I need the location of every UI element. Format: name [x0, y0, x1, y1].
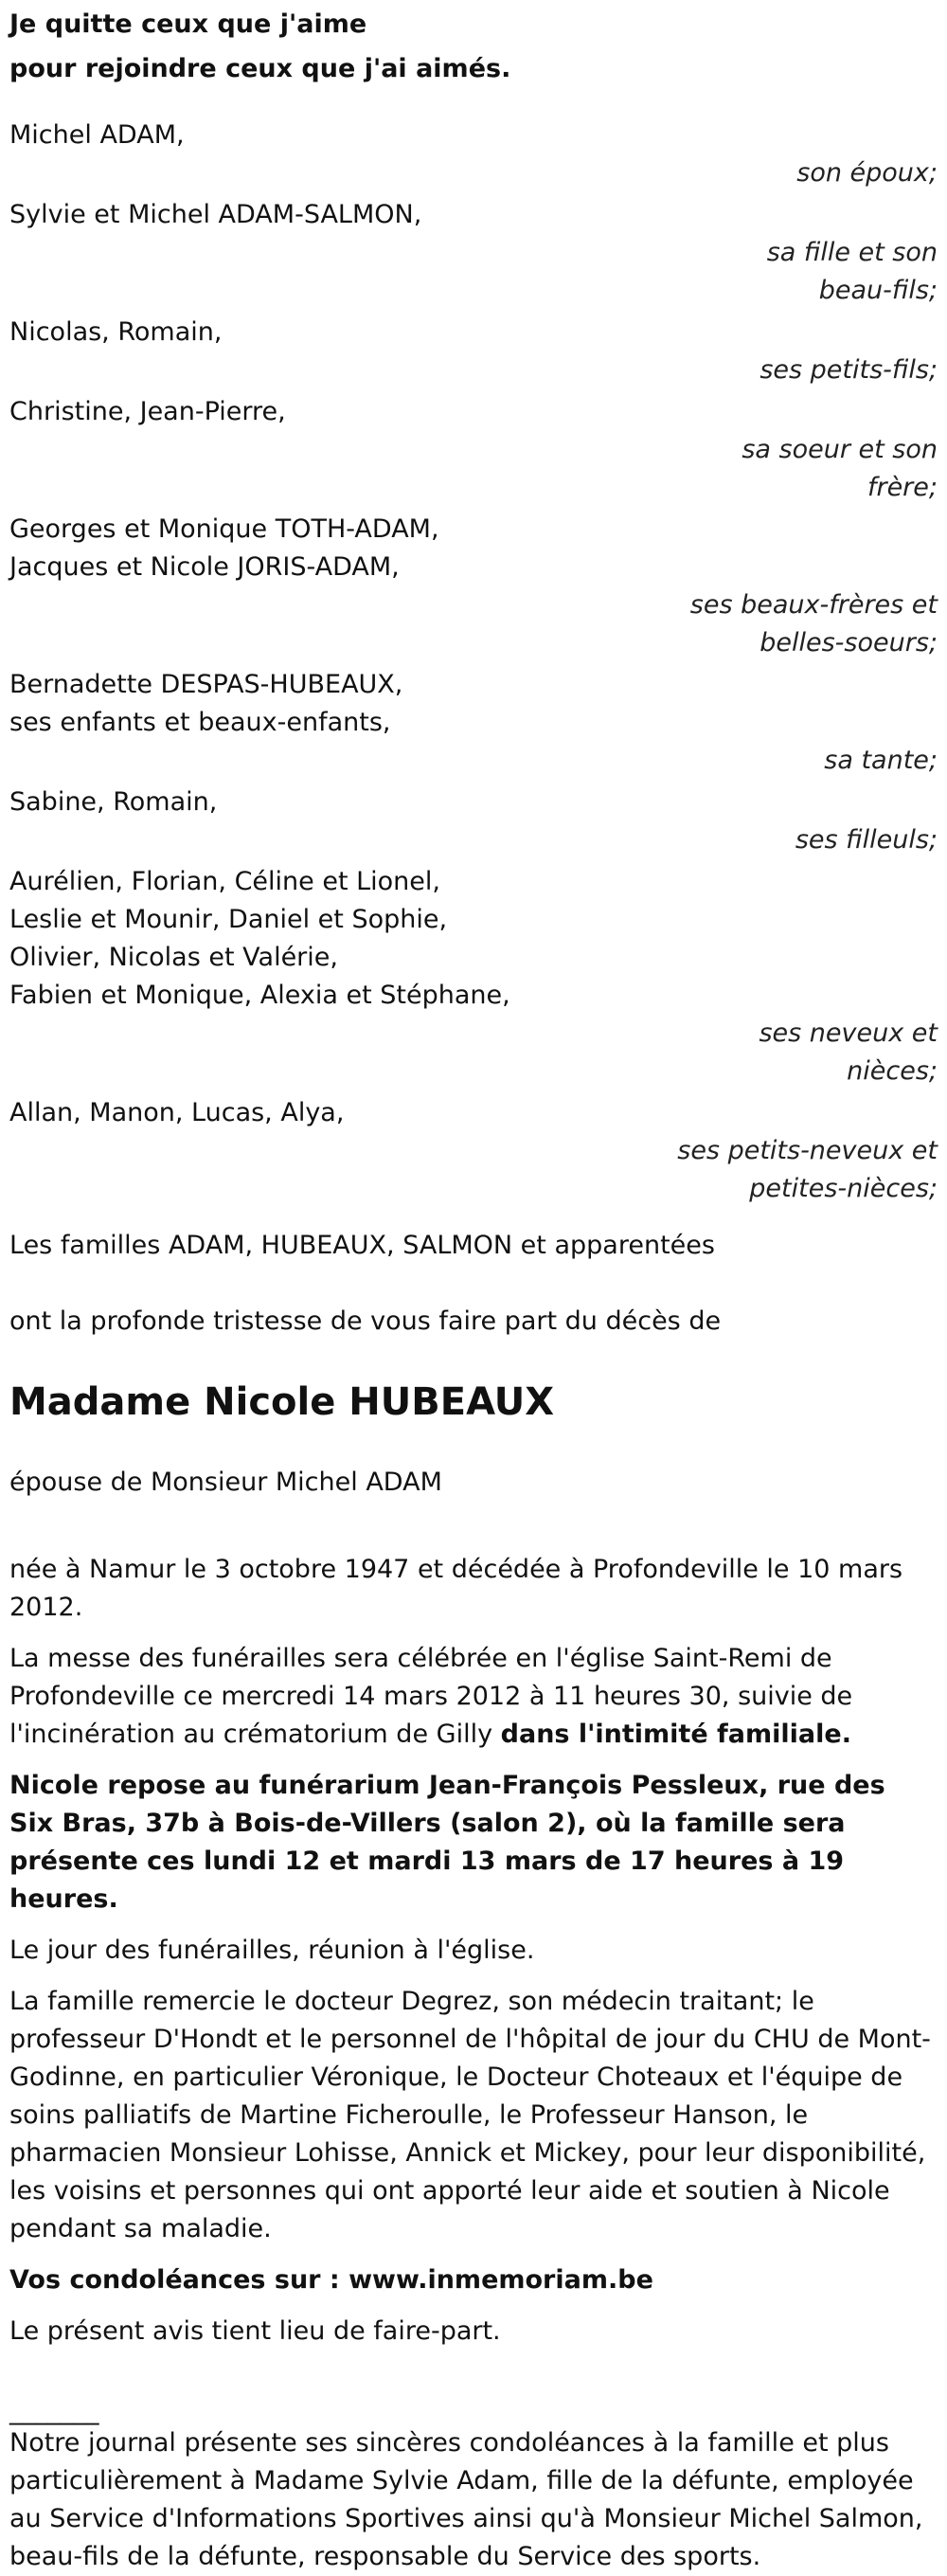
family-entry-spouse: [9, 117, 938, 192]
families-line: Les familles ADAM, HUBEAUX, SALMON et apparentées: [9, 1231, 715, 1260]
family-role: son époux;: [796, 158, 938, 188]
family-role: ses petits-neveux et: [677, 1136, 938, 1165]
obituary-page: [0, 2, 947, 2576]
family-entry-siblings: [9, 393, 938, 507]
announcement-line: ont la profonde tristesse de vous faire part du décès de: [9, 1306, 722, 1336]
family-role: sa tante;: [824, 746, 938, 775]
family-names: Leslie et Mounir, Daniel et Sophie,: [9, 905, 448, 934]
condolences-line: Vos condoléances sur : www.inmemoriam.be: [9, 2265, 653, 2295]
family-names: Olivier, Nicolas et Valérie,: [9, 943, 338, 972]
family-role: petites-nièces;: [749, 1174, 938, 1203]
birth-death-line: née à Namur le 3 octobre 1947 et décédée à Profondeville le 10 mars 2012.: [9, 1555, 903, 1622]
family-entry-nephews: [9, 863, 938, 1090]
mass-private: dans l'intimité familiale.: [500, 1720, 851, 1749]
deceased-name: Madame Nicole HUBEAUX: [9, 1380, 555, 1424]
family-entry-in-laws: [9, 511, 938, 662]
family-role: ses neveux et: [759, 1018, 938, 1048]
family-names: Michel ADAM,: [9, 120, 185, 150]
family-role: frère;: [867, 473, 938, 502]
family-names: Fabien et Monique, Alexia et Stéphane,: [9, 981, 510, 1010]
separator-rule: _______: [9, 2396, 99, 2425]
family-list: [9, 117, 938, 1208]
family-names: Aurélien, Florian, Céline et Lionel,: [9, 867, 440, 896]
family-entry-godchildren: [9, 784, 938, 859]
family-entry-aunt: [9, 666, 938, 780]
family-names: Jacques et Nicole JORIS-ADAM,: [9, 552, 400, 582]
family-role: belles-soeurs;: [759, 628, 938, 658]
family-names: Sabine, Romain,: [9, 787, 218, 817]
rest-paragraph: Nicole repose au funérarium Jean-François Pessleux, rue des Six Bras, 37b à Bois-de-Villers (salon 2), où la famille sera présente ces lundi 12 et mardi 13 mars de 17 heures à 19 heures.: [9, 1771, 885, 1914]
family-names: Nicolas, Romain,: [9, 317, 223, 347]
epigraph-line-2: pour rejoindre ceux que j'ai aimés.: [9, 54, 511, 83]
family-names: ses enfants et beaux-enfants,: [9, 708, 391, 737]
family-role: ses beaux-frères et: [689, 590, 938, 620]
journal-note: Notre journal présente ses sincères condoléances à la famille et plus particulièrement à Madame Sylvie Adam, fille de la défunte, employée au Service d'Informations Sportives ainsi qu'à Monsieur Michel Salmon, beau-fils de la défunte, responsable du Service des sports.: [9, 2428, 923, 2571]
family-role: ses filleuls;: [795, 825, 938, 855]
family-role: sa soeur et son: [742, 435, 938, 464]
family-role: nièces;: [847, 1056, 938, 1086]
family-names: Christine, Jean-Pierre,: [9, 397, 286, 426]
epigraph: [9, 2, 938, 91]
mass-text: La messe des funérailles sera célébrée en l'église Saint-Remi de Profondeville ce mercredi 14 mars 2012 à 11 heures 30, suivie de l'incinération au crématorium de Gilly: [9, 1644, 853, 1749]
thanks-paragraph: La famille remercie le docteur Degrez, son médecin traitant; le professeur D'Hondt et le personnel de l'hôpital de jour du CHU de Mont-Godinne, en particulier Véronique, le Docteur Choteaux et l'équipe de soins palliatifs de Martine Ficheroulle, le Professeur Hanson, le pharmacien Monsieur Lohisse, Annick et Mickey, pour leur disponibilité, les voisins et personnes qui ont apporté leur aide et soutien à Nicole pendant sa maladie.: [9, 1987, 931, 2243]
family-entry-grand-nephews: [9, 1094, 938, 1208]
epigraph-line-1: Je quitte ceux que j'aime: [9, 9, 367, 39]
family-entry-daughter: [9, 196, 938, 310]
family-names: Bernadette DESPAS-HUBEAUX,: [9, 670, 403, 699]
family-names: Georges et Monique TOTH-ADAM,: [9, 514, 439, 544]
family-role: ses petits-fils;: [759, 355, 938, 385]
notice-line: Le présent avis tient lieu de faire-part.: [9, 2316, 501, 2346]
funeral-day-line: Le jour des funérailles, réunion à l'église.: [9, 1936, 535, 1965]
spouse-line: épouse de Monsieur Michel ADAM: [9, 1468, 442, 1497]
family-names: Allan, Manon, Lucas, Alya,: [9, 1098, 345, 1127]
family-role: sa fille et son: [766, 238, 938, 267]
family-role: beau-fils;: [818, 276, 938, 305]
family-names: Sylvie et Michel ADAM-SALMON,: [9, 200, 422, 229]
family-entry-grandsons: [9, 314, 938, 389]
mass-paragraph: [9, 1640, 938, 1754]
